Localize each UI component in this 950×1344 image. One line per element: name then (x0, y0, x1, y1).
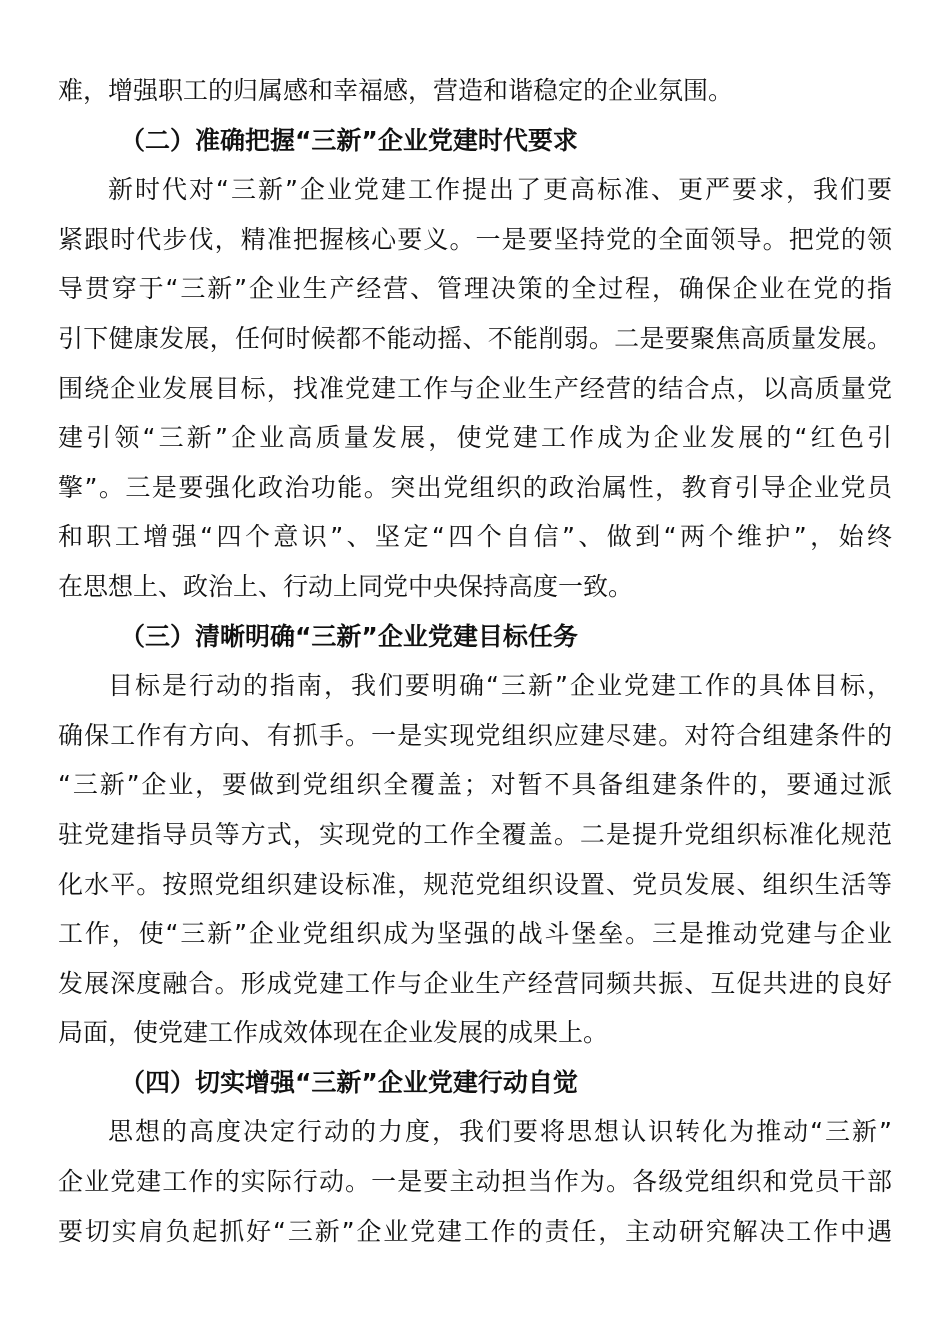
paragraph-line: 确保工作有方向、有抓手。一是实现党组织应建尽建。对符合组建条件的 (58, 720, 892, 750)
paragraph-line: 局面，使党建工作成效体现在企业发展的成果上。 (58, 1018, 609, 1048)
paragraph-line: 目标是行动的指南，我们要明确“三新”企业党建工作的具体目标， (108, 671, 892, 701)
section-heading: （三）清晰明确“三新”企业党建目标任务 (120, 621, 578, 651)
paragraph-line: 围绕企业发展目标，找准党建工作与企业生产经营的结合点，以高质量党 (58, 373, 892, 403)
paragraph-line: 引下健康发展，任何时候都不能动摇、不能削弱。二是要聚焦高质量发展。 (58, 323, 892, 353)
paragraph-line: 工作，使“三新”企业党组织成为坚强的战斗堡垒。三是推动党建与企业 (58, 919, 892, 949)
paragraph-line: 驻党建指导员等方式，实现党的工作全覆盖。二是提升党组织标准化规范 (58, 819, 892, 849)
section-heading: （二）准确把握“三新”企业党建时代要求 (120, 125, 578, 155)
paragraph-line: 思想的高度决定行动的力度，我们要将思想认识转化为推动“三新” (108, 1117, 892, 1147)
paragraph-line: 和职工增强“四个意识”、坚定“四个自信”、做到“两个维护”，始终 (58, 522, 892, 552)
paragraph-line: “三新”企业，要做到党组织全覆盖；对暂不具备组建条件的，要通过派 (58, 770, 892, 800)
paragraph-line: 要切实肩负起抓好“三新”企业党建工作的责任，主动研究解决工作中遇 (58, 1216, 892, 1246)
paragraph-line: 建引领“三新”企业高质量发展，使党建工作成为企业发展的“红色引 (58, 423, 892, 453)
paragraph-line: 难，增强职工的归属感和幸福感，营造和谐稳定的企业氛围。 (58, 76, 734, 105)
section-heading: （四）切实增强“三新”企业党建行动自觉 (120, 1067, 578, 1097)
paragraph-line: 化水平。按照党组织建设标准，规范党组织设置、党员发展、组织生活等 (58, 869, 892, 899)
paragraph-line: 在思想上、政治上、行动上同党中央保持高度一致。 (58, 571, 634, 601)
paragraph-line: 企业党建工作的实际行动。一是要主动担当作为。各级党组织和党员干部 (58, 1167, 892, 1197)
paragraph-line: 紧跟时代步伐，精准把握核心要义。一是要坚持党的全面领导。把党的领 (58, 224, 892, 254)
paragraph-line: 发展深度融合。形成党建工作与企业生产经营同频共振、互促共进的良好 (58, 968, 892, 998)
paragraph-line: 擎”。三是要强化政治功能。突出党组织的政治属性，教育引导企业党员 (58, 472, 892, 502)
paragraph-line: 导贯穿于“三新”企业生产经营、管理决策的全过程，确保企业在党的指 (58, 274, 892, 304)
paragraph-line: 新时代对“三新”企业党建工作提出了更高标准、更严要求，我们要 (108, 175, 892, 205)
document-page (58, 66, 892, 1256)
